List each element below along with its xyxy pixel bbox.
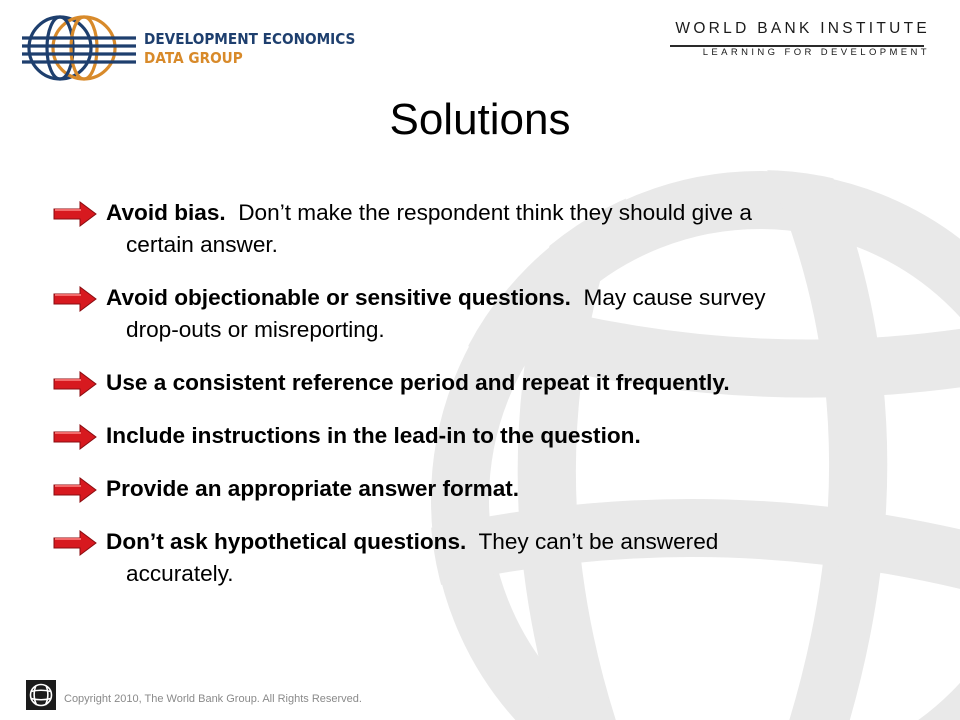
- logo-title-line1: DEVELOPMENT ECONOMICS: [144, 30, 356, 48]
- slide-title: Solutions: [389, 95, 571, 144]
- red-arrow-icon: [52, 530, 98, 556]
- bullet-bold-text: Provide an appropriate answer format.: [106, 476, 520, 501]
- bullet-text-continued: accurately.: [126, 561, 234, 586]
- red-arrow-icon: [52, 477, 98, 503]
- bullet-text: Don’t make the respondent think they should give a: [225, 200, 752, 225]
- bullet-text-continued: certain answer.: [126, 232, 278, 257]
- logo-title-line2: DATA GROUP: [144, 49, 243, 67]
- list-item: [52, 526, 912, 590]
- bullet-text-continued: drop-outs or misreporting.: [126, 317, 385, 342]
- bullet-bold-text: Include instructions in the lead-in to the question.: [106, 423, 641, 448]
- red-arrow-icon: [52, 286, 98, 312]
- world-bank-globe-icon: [26, 680, 56, 710]
- bullet-text: May cause survey: [570, 285, 766, 310]
- red-arrow-icon: [52, 371, 98, 397]
- list-item: [52, 197, 912, 261]
- bullet-bold-text: Use a consistent reference period and repeat it frequently.: [106, 370, 730, 395]
- copyright-text: Copyright 2010, The World Bank Group. All Rights Reserved.: [64, 693, 362, 705]
- list-item: [52, 282, 912, 346]
- list-item: [52, 420, 912, 452]
- bullet-text: They can’t be answered: [466, 529, 719, 554]
- world-bank-institute-logo: [670, 20, 930, 58]
- bullet-bold-text: Don’t ask hypothetical questions.: [106, 529, 467, 554]
- list-item: [52, 473, 912, 505]
- solutions-list: [52, 197, 912, 611]
- bullet-bold-text: Avoid bias.: [106, 200, 226, 225]
- red-arrow-icon: [52, 201, 98, 227]
- bullet-bold-text: Avoid objectionable or sensitive questions.: [106, 285, 571, 310]
- wbi-name: WORLD BANK INSTITUTE: [675, 20, 930, 37]
- list-item: [52, 367, 912, 399]
- wbi-tagline: LEARNING FOR DEVELOPMENT: [702, 47, 930, 58]
- deg-globe-logo-icon: [20, 12, 138, 84]
- red-arrow-icon: [52, 424, 98, 450]
- development-economics-logo: [20, 12, 356, 84]
- wbi-divider: [670, 45, 924, 47]
